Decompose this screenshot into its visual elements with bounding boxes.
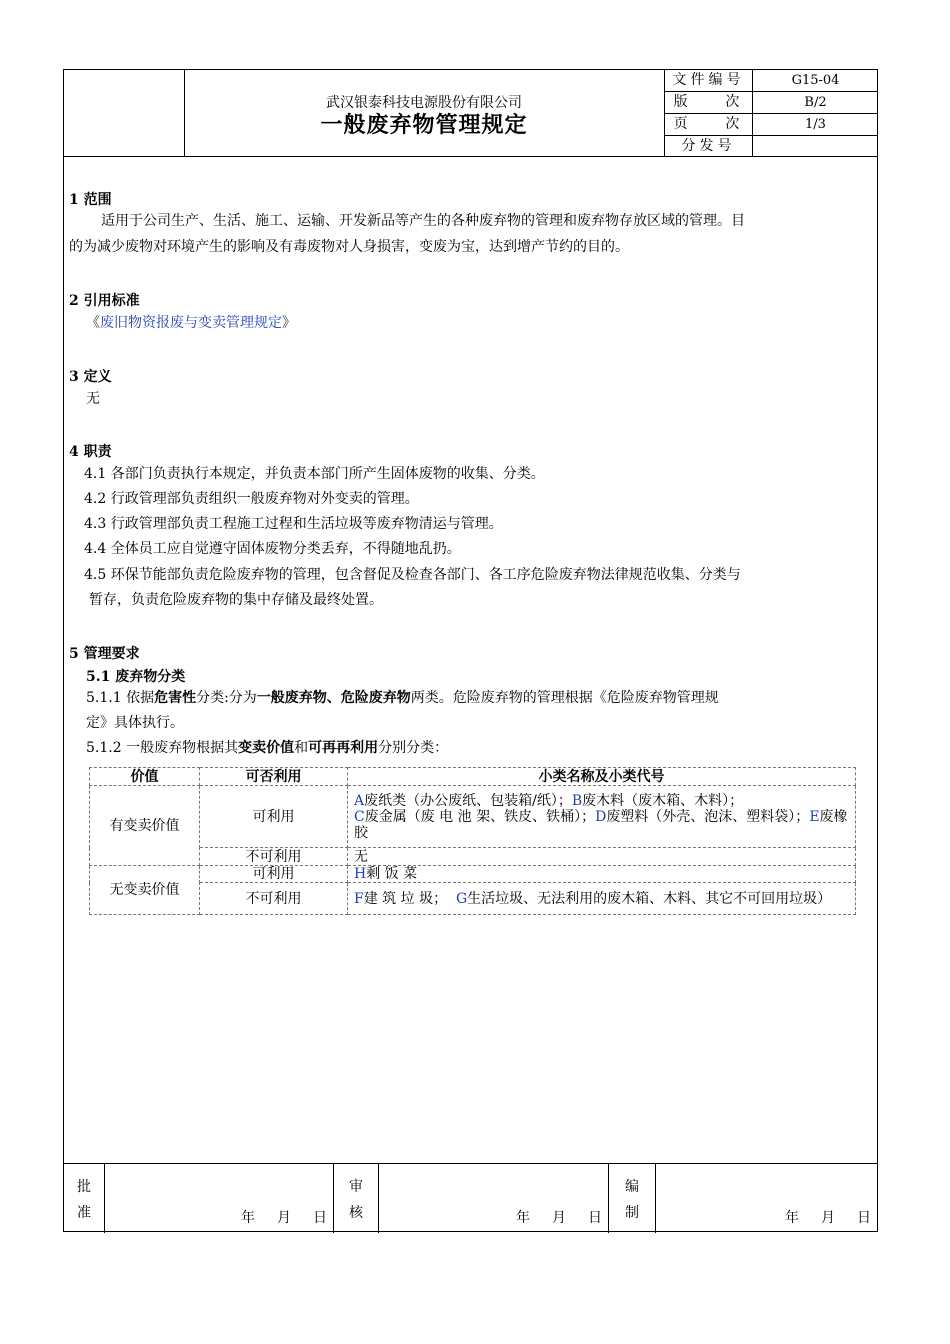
section-5-1-heading: 5.1 废弃物分类 xyxy=(86,669,186,685)
clause-text: 分类:分为 xyxy=(196,690,257,706)
section-1-text-line2: 的为减少废物对环境产生的影响及有毒废物对人身损害，变废为宝，达到增产节约的目的。 xyxy=(69,239,629,255)
label-char: 批 xyxy=(77,1179,91,1195)
clause-text: 5.1.2 一般废弃物根据其 xyxy=(86,740,239,756)
date-month: 月 xyxy=(821,1210,835,1226)
table-header-row xyxy=(90,768,856,786)
compile-label xyxy=(609,1164,655,1226)
category-name: 废纸类（办公废纸、包装箱/纸）； xyxy=(364,792,572,809)
label-char: 制 xyxy=(625,1205,639,1221)
meta-key: 文件编号 xyxy=(665,70,753,91)
date-day: 日 xyxy=(857,1210,871,1226)
category-name: 废塑料（外壳、泡沫、塑料袋）； xyxy=(606,808,810,825)
section-1-heading: 1 范围 xyxy=(69,192,112,208)
meta-row-distribution xyxy=(665,136,878,157)
meta-value: B/2 xyxy=(804,95,827,110)
compile-date xyxy=(763,1207,871,1227)
meta-value: 1/3 xyxy=(805,117,826,132)
category-code: C xyxy=(354,808,365,825)
category-name: 生活垃圾、无法利用的废木箱、木料、其它不可回用垃圾） xyxy=(467,890,832,907)
review-signature-cell xyxy=(379,1164,609,1233)
review-label xyxy=(334,1164,378,1226)
approve-signature-cell xyxy=(105,1164,334,1233)
clause-text: 和 xyxy=(294,740,309,756)
duty-item: 4.5 环保节能部负责危险废弃物的管理，包含督促及检查各部门、各工序危险废弃物法律规范收集、分类与 xyxy=(84,567,741,583)
meta-value xyxy=(753,136,878,157)
review-label-cell xyxy=(334,1164,379,1233)
column-header: 小类名称及小类代号 xyxy=(348,768,856,786)
usability-cell: 可利用 xyxy=(200,786,348,848)
label-char: 准 xyxy=(77,1205,91,1221)
value-group-cell: 无变卖价值 xyxy=(90,866,200,915)
referenced-standard: 废旧物资报废与变卖管理规定 xyxy=(100,315,282,331)
duty-item: 4.4 全体员工应自觉遵守固体废物分类丢弃，不得随地乱扔。 xyxy=(84,541,461,557)
category-name: 废金属（废 电 池 架、铁皮、铁桶）； xyxy=(364,808,596,825)
clause-text: 分别分类： xyxy=(378,740,449,756)
section-4-heading: 4 职责 xyxy=(69,444,112,460)
duty-item-continued: 暂存，负责危险废弃物的集中存储及最终处置。 xyxy=(89,592,383,608)
category-code: D xyxy=(595,808,607,825)
column-header: 价值 xyxy=(90,768,200,786)
column-header: 可否利用 xyxy=(200,768,348,786)
section-1-text-line1: 适用于公司生产、生活、施工、运输、开发新品等产生的各种废弃物的管理和废弃物存放区域的管理。目 xyxy=(101,213,745,229)
title-cell xyxy=(184,70,664,156)
clause-5-1-1-continued: 定》具体执行。 xyxy=(86,715,184,731)
table-row xyxy=(90,883,856,915)
date-year: 年 xyxy=(516,1210,530,1226)
date-month: 月 xyxy=(552,1210,566,1226)
table-row xyxy=(90,848,856,866)
category-code: G xyxy=(455,890,468,907)
section-2-heading: 2 引用标准 xyxy=(69,293,140,309)
meta-key: 分发号 xyxy=(665,136,753,157)
date-day: 日 xyxy=(313,1210,327,1226)
label-char: 审 xyxy=(349,1179,363,1195)
meta-key: 版 次 xyxy=(665,92,753,113)
document-header xyxy=(64,70,877,157)
section-3-heading: 3 定义 xyxy=(69,369,112,385)
clause-5-1-1 xyxy=(86,686,719,711)
category-name: 剩 饭 菜 xyxy=(366,866,418,882)
section-5-heading: 5 管理要求 xyxy=(69,646,140,662)
subcategory-cell xyxy=(348,786,856,848)
waste-classification-table xyxy=(89,767,856,915)
clause-emphasis: 变卖价值 xyxy=(238,740,295,756)
category-code: E xyxy=(809,808,820,825)
clause-5-1-2 xyxy=(86,736,448,761)
table-row xyxy=(90,786,856,848)
label-char: 编 xyxy=(625,1179,639,1195)
usability-cell: 可利用 xyxy=(200,866,348,883)
meta-row-doc-number xyxy=(665,70,878,92)
meta-row-page xyxy=(665,114,878,136)
clause-text: 5.1.1 依据 xyxy=(86,690,155,706)
table-row xyxy=(90,866,856,883)
category-name: 建 筑 垃 圾； xyxy=(363,890,448,907)
company-name: 武汉银泰科技电源股份有限公司 xyxy=(326,95,522,111)
approve-label xyxy=(64,1164,104,1226)
clause-emphasis: 危害性 xyxy=(154,690,197,706)
value-group-cell: 有变卖价值 xyxy=(90,786,200,866)
review-date xyxy=(494,1207,602,1227)
meta-key: 页 次 xyxy=(665,114,753,135)
compile-signature-cell xyxy=(656,1164,877,1233)
date-year: 年 xyxy=(785,1210,799,1226)
category-code: B xyxy=(571,792,583,809)
usability-cell: 不可利用 xyxy=(200,883,348,915)
date-month: 月 xyxy=(277,1210,291,1226)
subcategory-cell xyxy=(348,866,856,883)
meta-row-version xyxy=(665,92,878,114)
clause-emphasis: 一般废弃物、危险废弃物 xyxy=(256,690,411,706)
duty-item: 4.3 行政管理部负责工程施工过程和生活垃圾等废弃物清运与管理。 xyxy=(84,516,503,532)
logo-cell xyxy=(64,70,185,156)
bracket-open: 《 xyxy=(86,315,100,331)
category-code: H xyxy=(354,866,367,882)
section-2-reference xyxy=(86,311,296,336)
category-name: 废木料（废木箱、木料）； xyxy=(582,792,744,809)
clause-text: 两类。危险废弃物的管理根据《危险废弃物管理规 xyxy=(410,690,719,706)
duty-item: 4.2 行政管理部负责组织一般废弃物对外变卖的管理。 xyxy=(84,491,419,507)
subcategory-cell: 无 xyxy=(348,848,856,866)
category-name: 废橡胶 xyxy=(354,808,848,841)
signature-row xyxy=(64,1163,877,1233)
document-frame xyxy=(63,69,878,1232)
date-year: 年 xyxy=(241,1210,255,1226)
compile-label-cell xyxy=(609,1164,656,1233)
section-3-text: 无 xyxy=(86,391,100,407)
bracket-close: 》 xyxy=(282,315,296,331)
meta-value: G15-04 xyxy=(791,73,840,88)
duty-item: 4.1 各部门负责执行本规定，并负责本部门所产生固体废物的收集、分类。 xyxy=(84,466,545,482)
label-char: 核 xyxy=(349,1205,363,1221)
document-title: 一般废弃物管理规定 xyxy=(320,112,528,138)
category-code: A xyxy=(354,792,365,809)
approve-date xyxy=(219,1207,327,1227)
clause-emphasis: 可再再利用 xyxy=(308,740,379,756)
usability-cell: 不可利用 xyxy=(200,848,348,866)
subcategory-cell xyxy=(348,883,856,915)
category-code: F xyxy=(354,890,364,907)
meta-table xyxy=(664,70,878,156)
date-day: 日 xyxy=(588,1210,602,1226)
approve-label-cell xyxy=(64,1164,105,1233)
